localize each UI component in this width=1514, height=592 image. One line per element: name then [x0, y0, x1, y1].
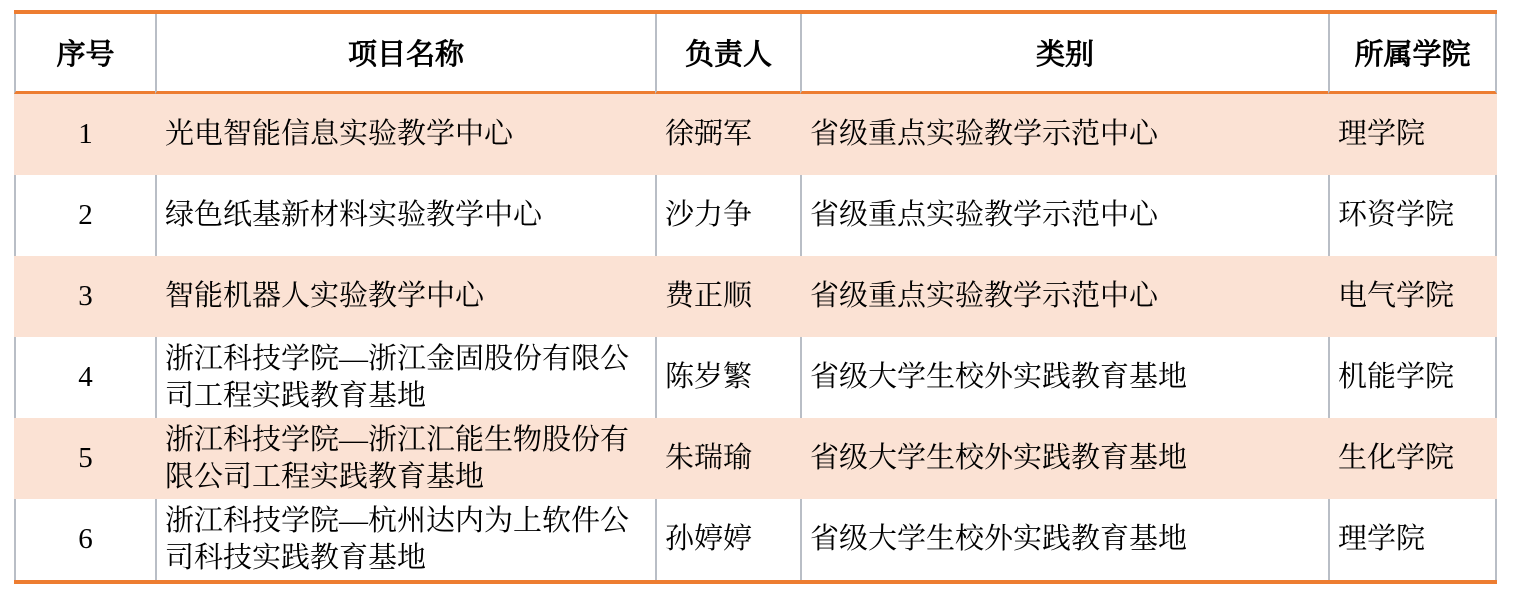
table-row: [14, 499, 1497, 580]
cell-index: 1: [14, 94, 155, 175]
cell-leader: 费正顺: [655, 256, 800, 337]
column-header-category: 类别: [800, 14, 1328, 94]
column-header-leader: 负责人: [655, 14, 800, 94]
cell-index: 3: [14, 256, 155, 337]
cell-college: 理学院: [1328, 499, 1497, 580]
column-header-college: 所属学院: [1328, 14, 1497, 94]
cell-name: 智能机器人实验教学中心: [155, 256, 655, 337]
table-body: [14, 94, 1497, 580]
cell-index: 4: [14, 337, 155, 418]
cell-index: 2: [14, 175, 155, 256]
projects-table-container: [14, 10, 1497, 584]
cell-category: 省级重点实验教学示范中心: [800, 175, 1328, 256]
cell-name: 绿色纸基新材料实验教学中心: [155, 175, 655, 256]
cell-name: 浙江科技学院—浙江汇能生物股份有限公司工程实践教育基地: [155, 418, 655, 499]
cell-category: 省级大学生校外实践教育基地: [800, 337, 1328, 418]
column-header-name: 项目名称: [155, 14, 655, 94]
cell-name: 浙江科技学院—浙江金固股份有限公司工程实践教育基地: [155, 337, 655, 418]
cell-name: 浙江科技学院—杭州达内为上软件公司科技实践教育基地: [155, 499, 655, 580]
cell-leader: 徐弼军: [655, 94, 800, 175]
cell-leader: 沙力争: [655, 175, 800, 256]
cell-index: 6: [14, 499, 155, 580]
cell-category: 省级大学生校外实践教育基地: [800, 499, 1328, 580]
cell-index: 5: [14, 418, 155, 499]
cell-leader: 陈岁繁: [655, 337, 800, 418]
table-row: [14, 337, 1497, 418]
cell-college: 环资学院: [1328, 175, 1497, 256]
cell-category: 省级重点实验教学示范中心: [800, 94, 1328, 175]
table-row: [14, 175, 1497, 256]
cell-college: 理学院: [1328, 94, 1497, 175]
cell-name: 光电智能信息实验教学中心: [155, 94, 655, 175]
table-row: [14, 94, 1497, 175]
projects-table: [14, 10, 1497, 584]
cell-category: 省级大学生校外实践教育基地: [800, 418, 1328, 499]
cell-college: 机能学院: [1328, 337, 1497, 418]
cell-leader: 朱瑞瑜: [655, 418, 800, 499]
column-header-index: 序号: [14, 14, 155, 94]
cell-college: 生化学院: [1328, 418, 1497, 499]
cell-leader: 孙婷婷: [655, 499, 800, 580]
cell-college: 电气学院: [1328, 256, 1497, 337]
cell-category: 省级重点实验教学示范中心: [800, 256, 1328, 337]
header-row: [14, 14, 1497, 94]
table-header: [14, 14, 1497, 94]
table-row: [14, 256, 1497, 337]
table-row: [14, 418, 1497, 499]
